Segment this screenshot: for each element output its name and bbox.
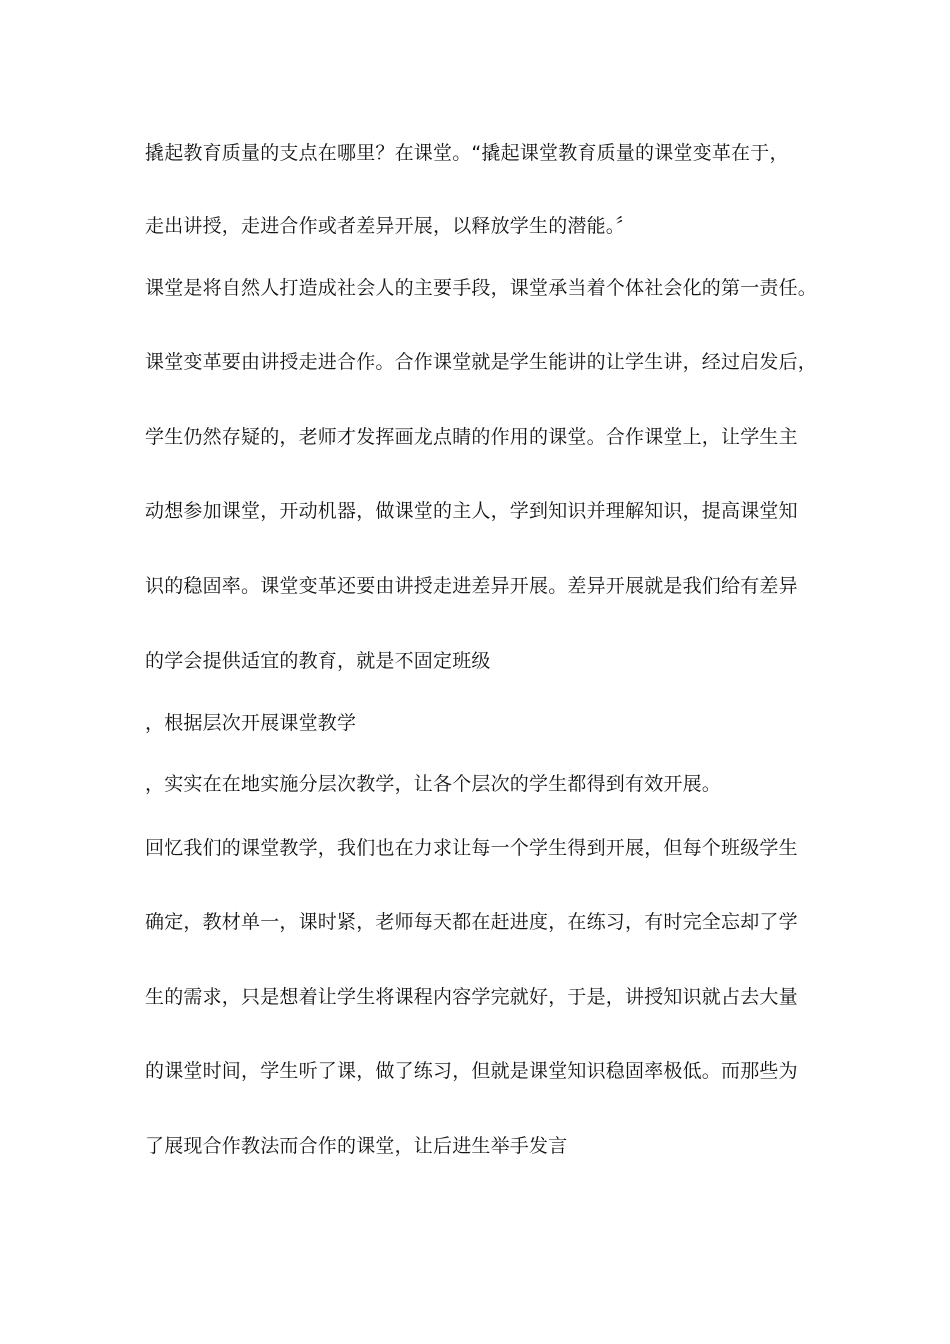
text-line: ，根据层次开展课堂教学	[145, 712, 357, 734]
text-line: 学生仍然存疑的，老师才发挥画龙点睛的作用的课堂。合作课堂上，让学生主	[145, 426, 798, 448]
text-line: 走出讲授，走进合作或者差异开展，以释放学生的潜能。〞	[145, 215, 635, 237]
text-line: 撬起教育质量的支点在哪里？在课堂。“撬起课堂教育质量的课堂变革在于，	[145, 142, 789, 164]
text-line: 的学会提供适宜的教育，就是不固定班级	[145, 650, 491, 672]
text-line: 回忆我们的课堂教学，我们也在力求让每一个学生得到开展，但每个班级学生	[145, 837, 798, 859]
text-line: 课堂是将自然人打造成社会人的主要手段，课堂承当着个体社会化的第一责任。	[145, 277, 818, 299]
text-line: 了展现合作教法而合作的课堂，让后进生举手发言	[145, 1135, 568, 1157]
text-line: 识的稳固率。课堂变革还要由讲授走进差异开展。差异开展就是我们给有差异	[145, 575, 798, 597]
text-line: ，实实在在地实施分层次教学，让各个层次的学生都得到有效开展。	[145, 773, 722, 795]
text-line: 确定，教材单一，课时紧，老师每天都在赶进度，在练习，有时完全忘却了学	[145, 911, 798, 933]
text-line: 生的需求，只是想着让学生将课程内容学完就好，于是，讲授知识就占去大量	[145, 986, 798, 1008]
text-line: 动想参加课堂，开动机器，做课堂的主人，学到知识并理解知识，提高课堂知	[145, 500, 798, 522]
text-line: 的课堂时间，学生听了课，做了练习，但就是课堂知识稳固率极低。而那些为	[145, 1060, 798, 1082]
text-line: 课堂变革要由讲授走进合作。合作课堂就是学生能讲的让学生讲，经过启发后，	[145, 351, 818, 373]
